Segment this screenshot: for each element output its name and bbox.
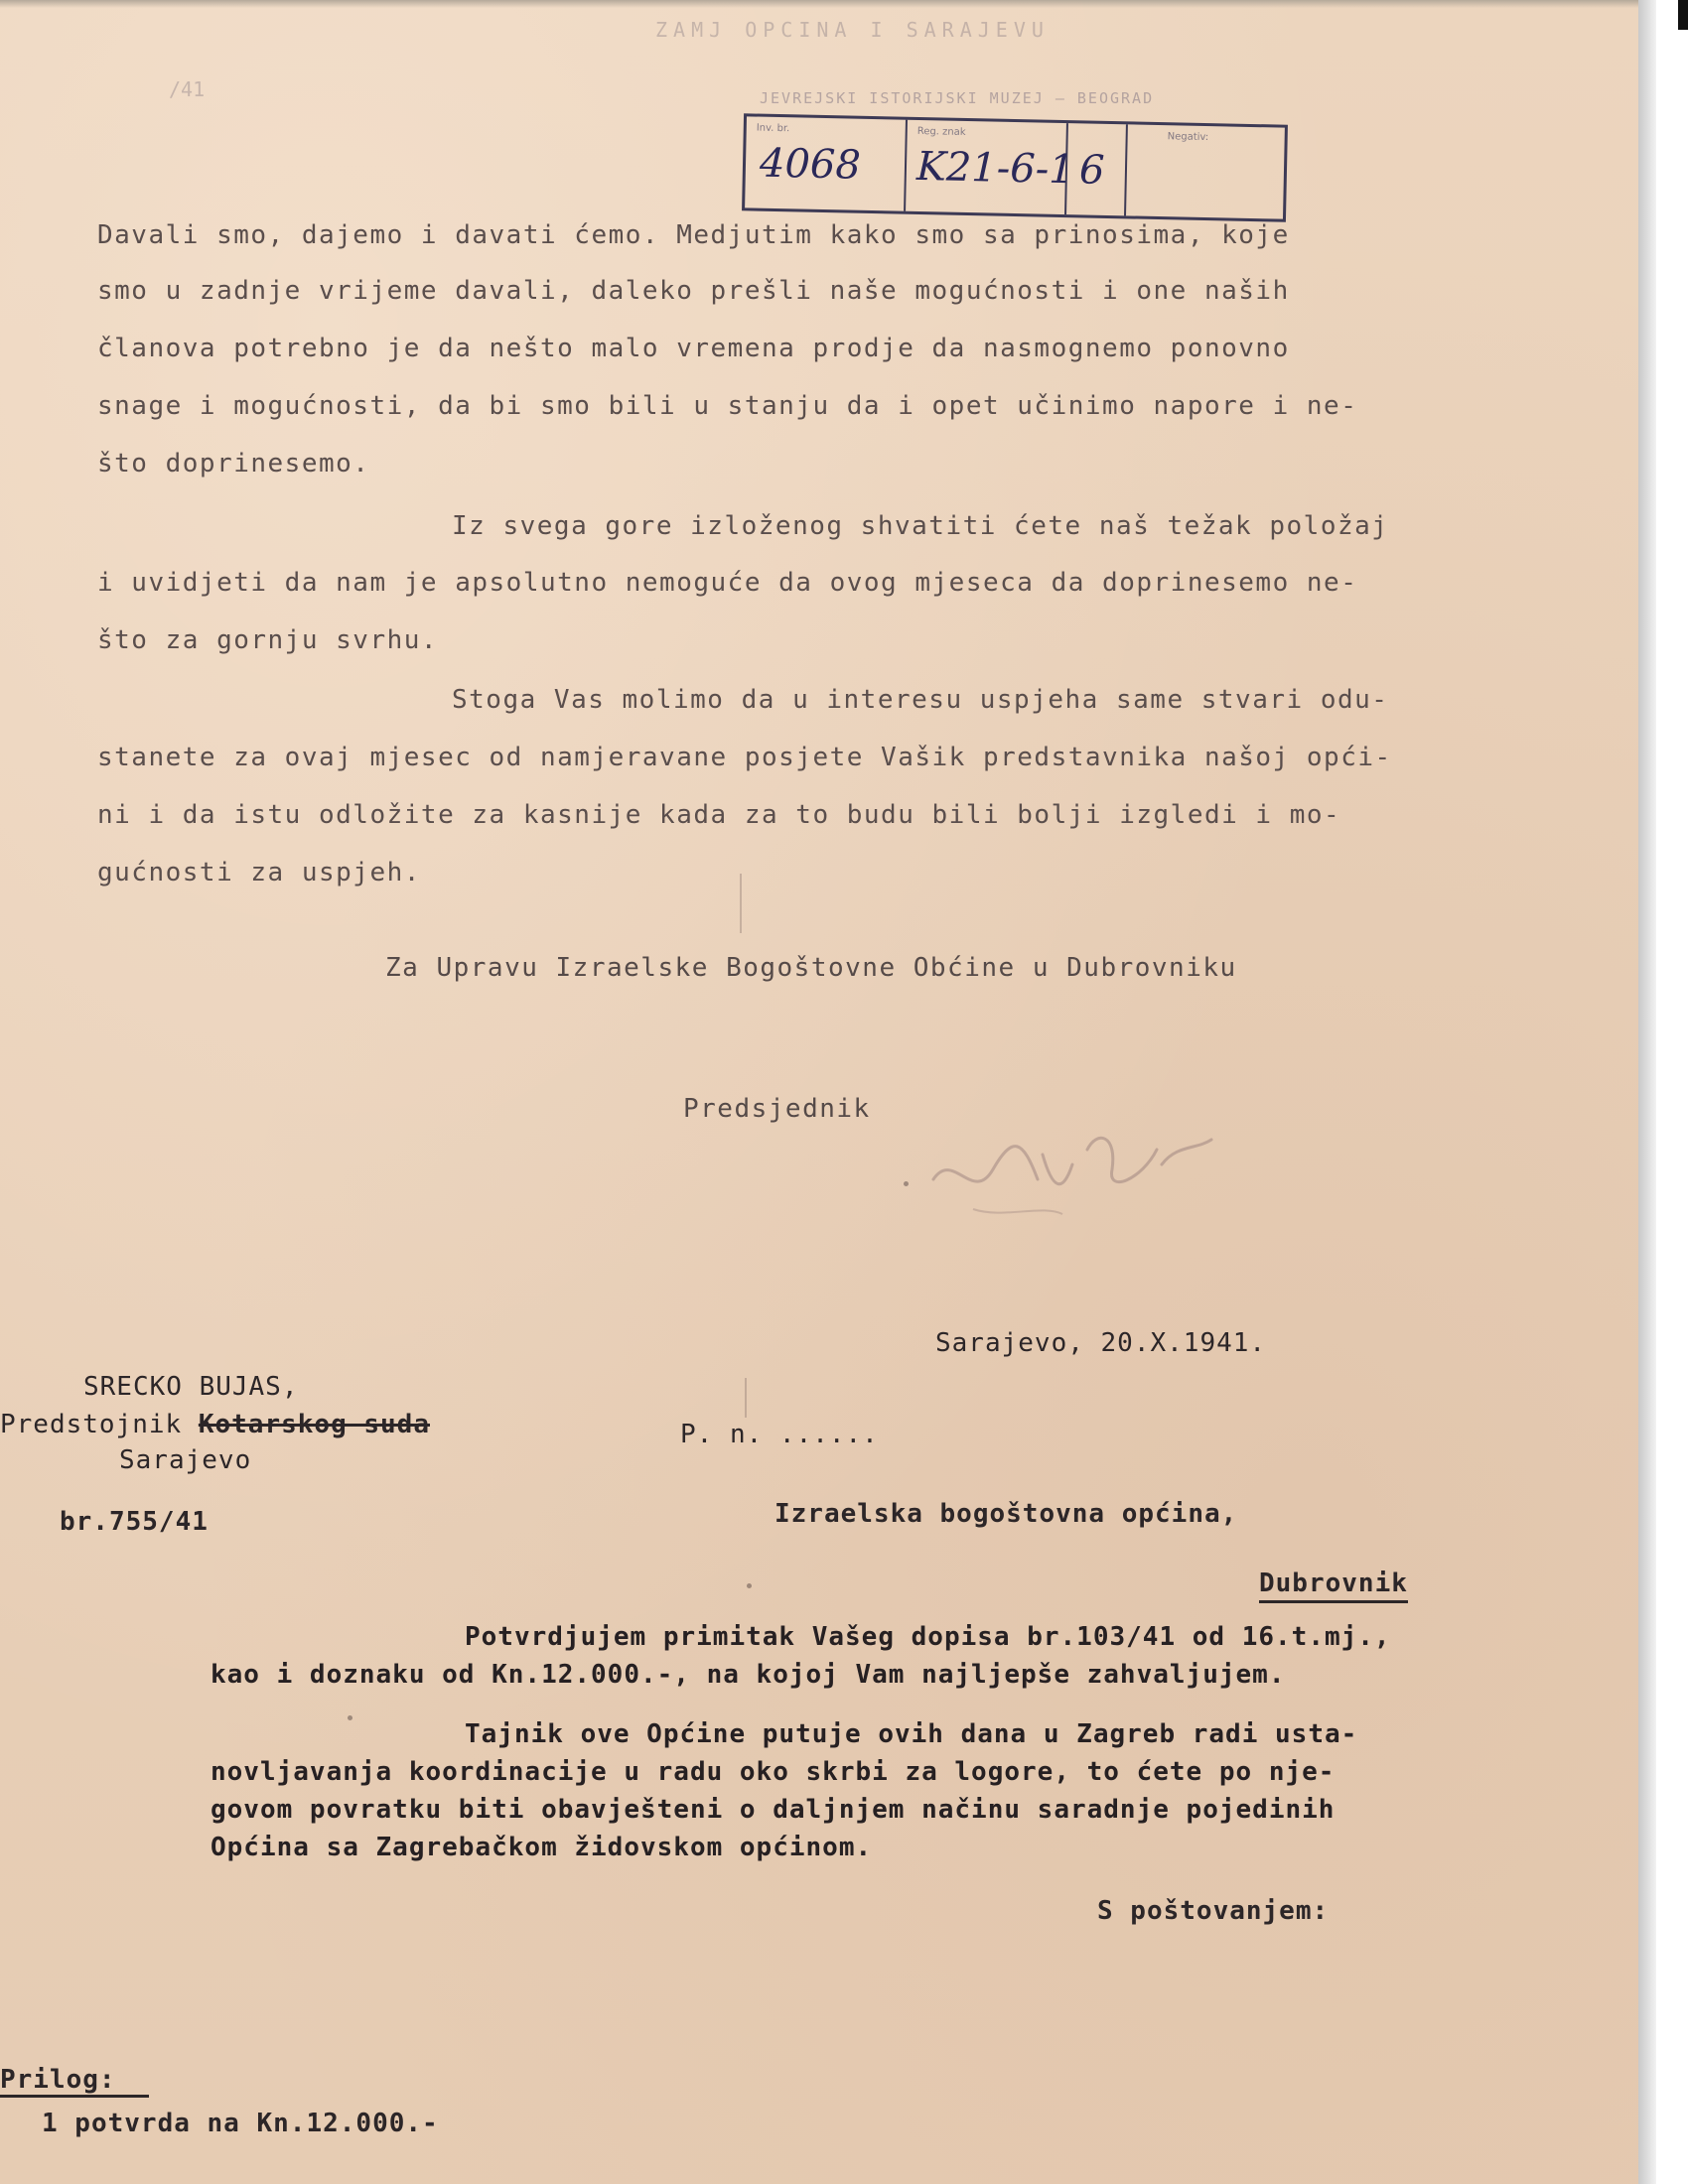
stamp-caption: Negativ:: [1167, 131, 1209, 144]
archive-stamp: [742, 113, 1288, 221]
paper-speck: [747, 1583, 752, 1588]
text-line: Stoga Vas molimo da u interesu uspjeha same stvari odu-: [452, 685, 1389, 715]
sender-name: SRECKO BUJAS,: [83, 1372, 299, 1402]
header-left-faint: /41: [169, 77, 206, 101]
paper-mark: [745, 1378, 747, 1418]
stamp-inventory-number: 4068: [759, 140, 862, 189]
recipient-label: P. n. ......: [680, 1420, 879, 1449]
stamp-cell-page: [1066, 123, 1128, 215]
recipient-name: Izraelska bogoštovna općina,: [774, 1499, 1238, 1529]
stamp-caption: Reg. znak: [916, 125, 966, 138]
text-line: stanete za ovaj mjesec od namjeravane posjete Vašik predstavnika našoj opći-: [97, 743, 1392, 772]
text-line: Iz svega gore izloženog shvatiti ćete naš težak položaj: [452, 511, 1389, 541]
paper-speck: [904, 1181, 909, 1186]
enclosure-item: 1 potvrda na Kn.12.000.-: [42, 2109, 439, 2138]
text-line: smo u zadnje vrijeme davali, daleko prešli naše mogućnosti i one naših: [97, 276, 1290, 306]
reference-number: br.755/41: [60, 1507, 209, 1537]
signatory-role: Predsjednik: [683, 1094, 871, 1124]
paper-speck: [348, 1715, 352, 1720]
page-edge-shadow: [1638, 0, 1656, 2184]
sender-city: Sarajevo: [119, 1445, 252, 1475]
header-faint-line: ZAMJ OPCINA I SARAJEVU: [655, 18, 1050, 42]
stamp-register-code: K21-6-1: [915, 143, 1075, 194]
text-line: snage i mogućnosti, da bi smo bili u stanju da i opet učinimo napore i ne-: [97, 391, 1358, 421]
stamp-caption: Inv. br.: [756, 122, 790, 135]
text-line: Potvrdjujem primitak Vašeg dopisa br.103/41 od 16.t.mj.,: [465, 1622, 1391, 1652]
letter-date: Sarajevo, 20.X.1941.: [935, 1328, 1267, 1358]
sender-title: [0, 1410, 430, 1439]
stamp-cell-inventory: [745, 116, 908, 210]
text-line: članova potrebno je da nešto malo vremena prodje da nasmognemo ponovno: [97, 334, 1290, 363]
handwritten-signature: [914, 1110, 1241, 1229]
scan-corner-mark: [1678, 0, 1688, 30]
text-line: i uvidjeti da nam je apsolutno nemoguće da ovog mjeseca da doprinesemo ne-: [97, 568, 1358, 598]
text-line: novljavanja koordinacije u radu oko skrbi za logore, to ćete po nje-: [211, 1757, 1336, 1787]
page-top-edge: [0, 0, 1638, 8]
text-line: Davali smo, dajemo i davati ćemo. Medjutim kako smo sa prinosima, koje: [97, 220, 1290, 250]
stamp-cell-register: [906, 120, 1075, 214]
recipient-city: Dubrovnik: [1259, 1569, 1408, 1603]
text-line: govom povratku biti obavješteni o daljnjem načinu saradnje pojedinih: [211, 1795, 1336, 1825]
text-line: što doprinesemo.: [97, 449, 370, 478]
text-line: što za gornju svrhu.: [97, 625, 439, 655]
enclosure-label: Prilog:: [0, 2065, 149, 2098]
sender-title-struck: Kotarskog suda: [198, 1410, 430, 1439]
closing-line: Za Upravu Izraelske Bogoštovne Obćine u Dubrovniku: [385, 953, 1237, 983]
text-line: ni i da istu odložite za kasnije kada za to budu bili bolji izgledi i mo-: [97, 800, 1341, 830]
text-line: Tajnik ove Općine putuje ovih dana u Zagreb radi usta-: [465, 1719, 1358, 1749]
museum-stamp-text: JEVREJSKI ISTORIJSKI MUZEJ — BEOGRAD: [760, 89, 1155, 107]
text-line: Općina sa Zagrebačkom židovskom općinom.: [211, 1833, 873, 1862]
sender-title-prefix: Predstojnik: [0, 1410, 183, 1439]
text-line: gućnosti za uspjeh.: [97, 858, 421, 887]
paper-mark: [740, 874, 742, 933]
stamp-page-number: 6: [1078, 147, 1105, 194]
text-line: kao i doznaku od Kn.12.000.-, na kojoj Vam najljepše zahvaljujem.: [211, 1660, 1286, 1690]
greeting: S poštovanjem:: [1097, 1896, 1330, 1926]
stamp-cell-negative: [1126, 124, 1285, 218]
